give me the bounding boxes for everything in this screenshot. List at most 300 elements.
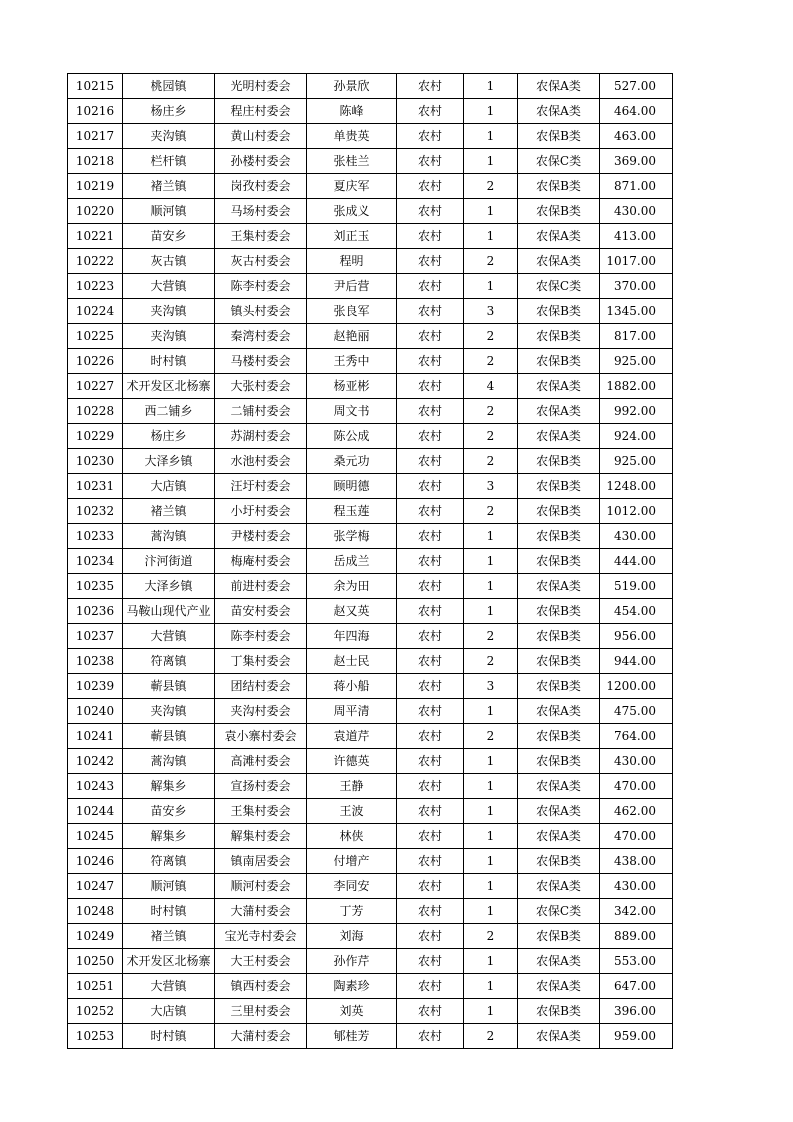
household-count-cell: 2 <box>464 649 518 674</box>
village-cell: 团结村委会 <box>215 674 307 699</box>
town-cell: 夹沟镇 <box>123 124 215 149</box>
table-row <box>68 324 673 349</box>
amount-cell: 462.00 <box>600 799 673 824</box>
insurance-category-cell: 农保B类 <box>518 299 600 324</box>
person-name-cell: 刘正玉 <box>307 224 397 249</box>
town-cell: 大营镇 <box>123 274 215 299</box>
insurance-category-cell: 农保B类 <box>518 724 600 749</box>
town-cell: 大营镇 <box>123 974 215 999</box>
area-type-cell: 农村 <box>397 924 464 949</box>
village-cell: 高滩村委会 <box>215 749 307 774</box>
table-row <box>68 399 673 424</box>
amount-cell: 413.00 <box>600 224 673 249</box>
insurance-category-cell: 农保B类 <box>518 549 600 574</box>
area-type-cell: 农村 <box>397 124 464 149</box>
amount-cell: 430.00 <box>600 874 673 899</box>
household-count-cell: 1 <box>464 699 518 724</box>
area-type-cell: 农村 <box>397 849 464 874</box>
town-cell: 符离镇 <box>123 849 215 874</box>
table-row <box>68 599 673 624</box>
village-cell: 汪圩村委会 <box>215 474 307 499</box>
household-count-cell: 4 <box>464 374 518 399</box>
record-id-cell: 10239 <box>68 674 123 699</box>
insurance-category-cell: 农保A类 <box>518 249 600 274</box>
table-row <box>68 174 673 199</box>
insurance-category-cell: 农保A类 <box>518 949 600 974</box>
town-cell: 时村镇 <box>123 899 215 924</box>
area-type-cell: 农村 <box>397 449 464 474</box>
amount-cell: 396.00 <box>600 999 673 1024</box>
person-name-cell: 桑元功 <box>307 449 397 474</box>
person-name-cell: 陈峰 <box>307 99 397 124</box>
town-cell: 大泽乡镇 <box>123 449 215 474</box>
amount-cell: 519.00 <box>600 574 673 599</box>
table-row <box>68 674 673 699</box>
village-cell: 光明村委会 <box>215 74 307 99</box>
town-cell: 杨庄乡 <box>123 99 215 124</box>
household-count-cell: 1 <box>464 574 518 599</box>
record-id-cell: 10220 <box>68 199 123 224</box>
insurance-category-cell: 农保B类 <box>518 324 600 349</box>
household-count-cell: 1 <box>464 224 518 249</box>
record-id-cell: 10234 <box>68 549 123 574</box>
insurance-category-cell: 农保A类 <box>518 374 600 399</box>
household-count-cell: 2 <box>464 249 518 274</box>
household-count-cell: 1 <box>464 949 518 974</box>
amount-cell: 1882.00 <box>600 374 673 399</box>
table-row <box>68 474 673 499</box>
village-cell: 袁小寨村委会 <box>215 724 307 749</box>
person-name-cell: 赵士民 <box>307 649 397 674</box>
person-name-cell: 余为田 <box>307 574 397 599</box>
record-id-cell: 10246 <box>68 849 123 874</box>
amount-cell: 454.00 <box>600 599 673 624</box>
area-type-cell: 农村 <box>397 549 464 574</box>
record-id-cell: 10231 <box>68 474 123 499</box>
person-name-cell: 张良军 <box>307 299 397 324</box>
area-type-cell: 农村 <box>397 799 464 824</box>
record-id-cell: 10245 <box>68 824 123 849</box>
table-row <box>68 299 673 324</box>
amount-cell: 924.00 <box>600 424 673 449</box>
household-count-cell: 1 <box>464 74 518 99</box>
amount-cell: 470.00 <box>600 774 673 799</box>
amount-cell: 470.00 <box>600 824 673 849</box>
record-id-cell: 10219 <box>68 174 123 199</box>
area-type-cell: 农村 <box>397 699 464 724</box>
town-cell: 大店镇 <box>123 999 215 1024</box>
person-name-cell: 张成义 <box>307 199 397 224</box>
insurance-category-cell: 农保B类 <box>518 999 600 1024</box>
amount-cell: 817.00 <box>600 324 673 349</box>
household-count-cell: 3 <box>464 474 518 499</box>
area-type-cell: 农村 <box>397 349 464 374</box>
town-cell: 大泽乡镇 <box>123 574 215 599</box>
record-id-cell: 10253 <box>68 1024 123 1049</box>
household-count-cell: 2 <box>464 1024 518 1049</box>
household-count-cell: 1 <box>464 824 518 849</box>
village-cell: 大蒲村委会 <box>215 899 307 924</box>
insurance-category-cell: 农保A类 <box>518 1024 600 1049</box>
household-count-cell: 2 <box>464 449 518 474</box>
person-name-cell: 陶素珍 <box>307 974 397 999</box>
record-id-cell: 10247 <box>68 874 123 899</box>
record-id-cell: 10221 <box>68 224 123 249</box>
village-cell: 水池村委会 <box>215 449 307 474</box>
area-type-cell: 农村 <box>397 599 464 624</box>
person-name-cell: 刘海 <box>307 924 397 949</box>
household-count-cell: 1 <box>464 274 518 299</box>
village-cell: 宝光寺村委会 <box>215 924 307 949</box>
household-count-cell: 3 <box>464 299 518 324</box>
insurance-category-cell: 农保A类 <box>518 224 600 249</box>
village-cell: 前进村委会 <box>215 574 307 599</box>
insurance-category-cell: 农保B类 <box>518 924 600 949</box>
town-cell: 大店镇 <box>123 474 215 499</box>
area-type-cell: 农村 <box>397 649 464 674</box>
village-cell: 程庄村委会 <box>215 99 307 124</box>
household-count-cell: 2 <box>464 324 518 349</box>
town-cell: 苗安乡 <box>123 799 215 824</box>
area-type-cell: 农村 <box>397 74 464 99</box>
area-type-cell: 农村 <box>397 224 464 249</box>
table-row <box>68 374 673 399</box>
town-cell: 顺河镇 <box>123 199 215 224</box>
table-row <box>68 899 673 924</box>
insurance-category-cell: 农保A类 <box>518 799 600 824</box>
insurance-category-cell: 农保B类 <box>518 199 600 224</box>
household-count-cell: 2 <box>464 724 518 749</box>
table-row <box>68 224 673 249</box>
table-row <box>68 549 673 574</box>
insurance-category-cell: 农保A类 <box>518 974 600 999</box>
town-cell: 解集乡 <box>123 774 215 799</box>
record-id-cell: 10226 <box>68 349 123 374</box>
record-id-cell: 10244 <box>68 799 123 824</box>
amount-cell: 925.00 <box>600 449 673 474</box>
person-name-cell: 年四海 <box>307 624 397 649</box>
village-cell: 马场村委会 <box>215 199 307 224</box>
table-row <box>68 699 673 724</box>
village-cell: 宣扬村委会 <box>215 774 307 799</box>
insurance-category-cell: 农保A类 <box>518 699 600 724</box>
village-cell: 解集村委会 <box>215 824 307 849</box>
area-type-cell: 农村 <box>397 899 464 924</box>
table-row <box>68 649 673 674</box>
amount-cell: 370.00 <box>600 274 673 299</box>
table-row <box>68 74 673 99</box>
town-cell: 褚兰镇 <box>123 924 215 949</box>
village-cell: 梅庵村委会 <box>215 549 307 574</box>
person-name-cell: 孙景欣 <box>307 74 397 99</box>
town-cell: 西二铺乡 <box>123 399 215 424</box>
village-cell: 灰古村委会 <box>215 249 307 274</box>
village-cell: 苏湖村委会 <box>215 424 307 449</box>
village-cell: 陈李村委会 <box>215 274 307 299</box>
table-row <box>68 949 673 974</box>
person-name-cell: 赵又英 <box>307 599 397 624</box>
village-cell: 大蒲村委会 <box>215 1024 307 1049</box>
amount-cell: 944.00 <box>600 649 673 674</box>
household-count-cell: 1 <box>464 999 518 1024</box>
household-count-cell: 1 <box>464 99 518 124</box>
insurance-category-cell: 农保B类 <box>518 599 600 624</box>
person-name-cell: 赵艳丽 <box>307 324 397 349</box>
insurance-category-cell: 农保A类 <box>518 99 600 124</box>
record-id-cell: 10242 <box>68 749 123 774</box>
table-row <box>68 349 673 374</box>
village-cell: 孙楼村委会 <box>215 149 307 174</box>
person-name-cell: 许德英 <box>307 749 397 774</box>
insurance-category-cell: 农保B类 <box>518 124 600 149</box>
person-name-cell: 顾明德 <box>307 474 397 499</box>
area-type-cell: 农村 <box>397 424 464 449</box>
area-type-cell: 农村 <box>397 574 464 599</box>
area-type-cell: 农村 <box>397 824 464 849</box>
town-cell: 杨庄乡 <box>123 424 215 449</box>
household-count-cell: 2 <box>464 174 518 199</box>
area-type-cell: 农村 <box>397 524 464 549</box>
amount-cell: 956.00 <box>600 624 673 649</box>
person-name-cell: 程玉莲 <box>307 499 397 524</box>
insurance-category-cell: 农保B类 <box>518 349 600 374</box>
record-id-cell: 10249 <box>68 924 123 949</box>
insurance-category-cell: 农保B类 <box>518 449 600 474</box>
table-row <box>68 524 673 549</box>
area-type-cell: 农村 <box>397 749 464 774</box>
amount-cell: 764.00 <box>600 724 673 749</box>
table-row <box>68 499 673 524</box>
village-cell: 小圩村委会 <box>215 499 307 524</box>
amount-cell: 1200.00 <box>600 674 673 699</box>
town-cell: 顺河镇 <box>123 874 215 899</box>
area-type-cell: 农村 <box>397 999 464 1024</box>
town-cell: 汴河街道 <box>123 549 215 574</box>
record-id-cell: 10227 <box>68 374 123 399</box>
town-cell: 夹沟镇 <box>123 699 215 724</box>
amount-cell: 369.00 <box>600 149 673 174</box>
town-cell: 解集乡 <box>123 824 215 849</box>
table-row <box>68 974 673 999</box>
person-name-cell: 丁芳 <box>307 899 397 924</box>
amount-cell: 430.00 <box>600 524 673 549</box>
record-id-cell: 10217 <box>68 124 123 149</box>
person-name-cell: 陈公成 <box>307 424 397 449</box>
person-name-cell: 张学梅 <box>307 524 397 549</box>
record-id-cell: 10250 <box>68 949 123 974</box>
amount-cell: 430.00 <box>600 199 673 224</box>
town-cell: 蒿沟镇 <box>123 749 215 774</box>
village-cell: 苗安村委会 <box>215 599 307 624</box>
table-row <box>68 199 673 224</box>
person-name-cell: 王波 <box>307 799 397 824</box>
table-row <box>68 274 673 299</box>
person-name-cell: 郇桂芳 <box>307 1024 397 1049</box>
household-count-cell: 1 <box>464 124 518 149</box>
household-count-cell: 2 <box>464 499 518 524</box>
village-cell: 镇头村委会 <box>215 299 307 324</box>
village-cell: 岗孜村委会 <box>215 174 307 199</box>
person-name-cell: 夏庆军 <box>307 174 397 199</box>
person-name-cell: 尹后营 <box>307 274 397 299</box>
record-id-cell: 10224 <box>68 299 123 324</box>
household-count-cell: 2 <box>464 399 518 424</box>
town-cell: 夹沟镇 <box>123 299 215 324</box>
insurance-category-cell: 农保A类 <box>518 874 600 899</box>
amount-cell: 1012.00 <box>600 499 673 524</box>
person-name-cell: 杨亚彬 <box>307 374 397 399</box>
table-row <box>68 624 673 649</box>
person-name-cell: 袁道芹 <box>307 724 397 749</box>
record-id-cell: 10223 <box>68 274 123 299</box>
table-row <box>68 1024 673 1049</box>
person-name-cell: 单贵英 <box>307 124 397 149</box>
amount-cell: 342.00 <box>600 899 673 924</box>
record-id-cell: 10243 <box>68 774 123 799</box>
area-type-cell: 农村 <box>397 624 464 649</box>
town-cell: 术开发区北杨寨 <box>123 949 215 974</box>
village-cell: 顺河村委会 <box>215 874 307 899</box>
record-id-cell: 10230 <box>68 449 123 474</box>
record-id-cell: 10238 <box>68 649 123 674</box>
table-row <box>68 749 673 774</box>
town-cell: 马鞍山现代产业 <box>123 599 215 624</box>
insurance-category-cell: 农保B类 <box>518 649 600 674</box>
village-cell: 大张村委会 <box>215 374 307 399</box>
village-cell: 尹楼村委会 <box>215 524 307 549</box>
record-id-cell: 10252 <box>68 999 123 1024</box>
household-count-cell: 3 <box>464 674 518 699</box>
person-name-cell: 刘英 <box>307 999 397 1024</box>
amount-cell: 430.00 <box>600 749 673 774</box>
insurance-category-cell: 农保A类 <box>518 74 600 99</box>
table-row <box>68 924 673 949</box>
table-row <box>68 149 673 174</box>
area-type-cell: 农村 <box>397 499 464 524</box>
town-cell: 褚兰镇 <box>123 499 215 524</box>
table-row <box>68 574 673 599</box>
insurance-category-cell: 农保B类 <box>518 499 600 524</box>
insurance-category-cell: 农保B类 <box>518 524 600 549</box>
amount-cell: 527.00 <box>600 74 673 99</box>
amount-cell: 889.00 <box>600 924 673 949</box>
town-cell: 夹沟镇 <box>123 324 215 349</box>
record-id-cell: 10248 <box>68 899 123 924</box>
table-row <box>68 999 673 1024</box>
village-cell: 三里村委会 <box>215 999 307 1024</box>
person-name-cell: 王静 <box>307 774 397 799</box>
household-count-cell: 2 <box>464 349 518 374</box>
area-type-cell: 农村 <box>397 949 464 974</box>
record-id-cell: 10233 <box>68 524 123 549</box>
person-name-cell: 王秀中 <box>307 349 397 374</box>
village-cell: 镇西村委会 <box>215 974 307 999</box>
household-count-cell: 1 <box>464 974 518 999</box>
household-count-cell: 1 <box>464 599 518 624</box>
data-table <box>67 73 673 1049</box>
person-name-cell: 程明 <box>307 249 397 274</box>
table-row <box>68 124 673 149</box>
town-cell: 褚兰镇 <box>123 174 215 199</box>
record-id-cell: 10251 <box>68 974 123 999</box>
insurance-category-cell: 农保A类 <box>518 574 600 599</box>
record-id-cell: 10228 <box>68 399 123 424</box>
person-name-cell: 岳成兰 <box>307 549 397 574</box>
person-name-cell: 李同安 <box>307 874 397 899</box>
village-cell: 大王村委会 <box>215 949 307 974</box>
village-cell: 王集村委会 <box>215 799 307 824</box>
amount-cell: 1345.00 <box>600 299 673 324</box>
record-id-cell: 10240 <box>68 699 123 724</box>
table-body <box>68 74 673 1049</box>
amount-cell: 1017.00 <box>600 249 673 274</box>
town-cell: 时村镇 <box>123 1024 215 1049</box>
household-count-cell: 1 <box>464 524 518 549</box>
area-type-cell: 农村 <box>397 324 464 349</box>
household-count-cell: 2 <box>464 624 518 649</box>
table-row <box>68 849 673 874</box>
person-name-cell: 张桂兰 <box>307 149 397 174</box>
person-name-cell: 孙作芹 <box>307 949 397 974</box>
person-name-cell: 付增产 <box>307 849 397 874</box>
village-cell: 秦湾村委会 <box>215 324 307 349</box>
amount-cell: 1248.00 <box>600 474 673 499</box>
village-cell: 丁集村委会 <box>215 649 307 674</box>
household-count-cell: 1 <box>464 749 518 774</box>
table-row <box>68 774 673 799</box>
area-type-cell: 农村 <box>397 99 464 124</box>
household-count-cell: 2 <box>464 424 518 449</box>
person-name-cell: 林侠 <box>307 824 397 849</box>
amount-cell: 992.00 <box>600 399 673 424</box>
table-row <box>68 724 673 749</box>
record-id-cell: 10225 <box>68 324 123 349</box>
table-row <box>68 824 673 849</box>
town-cell: 符离镇 <box>123 649 215 674</box>
household-count-cell: 1 <box>464 149 518 174</box>
person-name-cell: 蒋小船 <box>307 674 397 699</box>
town-cell: 蒿沟镇 <box>123 524 215 549</box>
area-type-cell: 农村 <box>397 199 464 224</box>
area-type-cell: 农村 <box>397 399 464 424</box>
village-cell: 马楼村委会 <box>215 349 307 374</box>
household-count-cell: 2 <box>464 924 518 949</box>
insurance-category-cell: 农保B类 <box>518 174 600 199</box>
record-id-cell: 10229 <box>68 424 123 449</box>
amount-cell: 438.00 <box>600 849 673 874</box>
insurance-category-cell: 农保B类 <box>518 749 600 774</box>
table-row <box>68 99 673 124</box>
household-count-cell: 1 <box>464 874 518 899</box>
table-row <box>68 449 673 474</box>
insurance-category-cell: 农保A类 <box>518 424 600 449</box>
household-count-cell: 1 <box>464 199 518 224</box>
amount-cell: 463.00 <box>600 124 673 149</box>
town-cell: 蕲县镇 <box>123 724 215 749</box>
insurance-category-cell: 农保C类 <box>518 274 600 299</box>
insurance-category-cell: 农保A类 <box>518 399 600 424</box>
table-row <box>68 874 673 899</box>
area-type-cell: 农村 <box>397 374 464 399</box>
amount-cell: 959.00 <box>600 1024 673 1049</box>
household-count-cell: 1 <box>464 849 518 874</box>
area-type-cell: 农村 <box>397 149 464 174</box>
village-cell: 王集村委会 <box>215 224 307 249</box>
village-cell: 二铺村委会 <box>215 399 307 424</box>
record-id-cell: 10241 <box>68 724 123 749</box>
insurance-category-cell: 农保B类 <box>518 474 600 499</box>
amount-cell: 464.00 <box>600 99 673 124</box>
